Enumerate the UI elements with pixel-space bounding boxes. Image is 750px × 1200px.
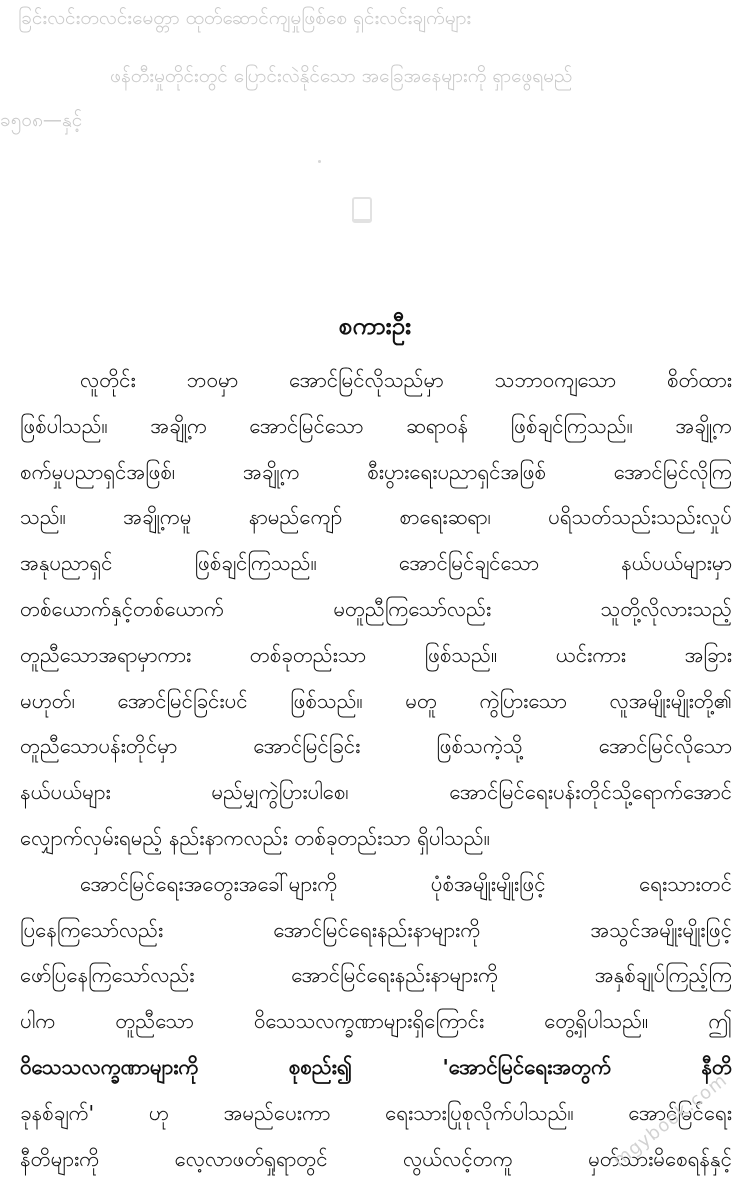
text-line: ပြနေကြသော်လည်း အောင်မြင်ရေးနည်းနာများကို အသွင်အမျိုးမျိုးဖြင့်: [20, 917, 732, 942]
bleed-through-text-1: ခြင်းလင်းတလင်းမေတ္တာ ထုတ်ဆောင်ကျမှုဖြစ်စေ ရှင်းလင်းချက်များ: [18, 7, 472, 29]
paragraph-1: [20, 358, 732, 862]
text-line: ပါက တူညီသော ဝိသေသလက္ခဏာများရှိကြောင်း တွေ့ရှိပါသည်။ ဤ: [20, 1009, 732, 1034]
text-line: နီတိများကို လေ့လာဖတ်ရှုရာတွင် လွယ်လင့်တကူ မှတ်သားမိစေရန်နှင့်: [20, 1146, 732, 1171]
bleed-through-mark: [352, 197, 372, 223]
text-line: တစ်ယောက်နှင့်တစ်ယောက် မတူညီကြသော်လည်း သူတို့လိုလားသည့်: [20, 596, 732, 621]
text-line: တူညီသောအရာမှာကား တစ်ခုတည်းသာ ဖြစ်သည်။ ယင်းကား အခြား: [20, 642, 732, 667]
bleed-through-text-2: ဖန်တီးမှုတိုင်းတွင် ပြောင်းလဲနိုင်သော အခြေအနေများကို ရှာဖွေရမည်: [110, 65, 573, 87]
text-line: ဖြစ်ပါသည်။ အချို့က အောင်မြင်သော ဆရာဝန် ဖြစ်ချင်ကြသည်။ အချို့က: [20, 413, 732, 438]
text-line: တူညီသောပန်းတိုင်မှာ အောင်မြင်ခြင်း ဖြစ်သကဲ့သို့ အောင်မြင်လိုသော: [20, 734, 732, 759]
text-line: သည်။ အချို့ကမူ နာမည်ကျော် စာရေးဆရာ၊ ပရိသတ်သည်းသည်းလှုပ်: [20, 505, 732, 530]
watermark: mgybook.com: [609, 1069, 732, 1172]
body-text: [20, 358, 732, 1182]
text-line: ဖော်ပြနေကြသော်လည်း အောင်မြင်ရေးနည်းနာများကို အနှစ်ချုပ်ကြည့်ကြ: [20, 963, 732, 988]
text-line: မဟုတ်၊ အောင်မြင်ခြင်းပင် ဖြစ်သည်။ မတူ ကွဲပြားသော လူအမျိုးမျိုးတို့၏: [20, 688, 732, 713]
bleed-through-text-3: ခ၅၀၈—နှင့်: [0, 109, 83, 131]
speck: [318, 160, 321, 163]
text-line: လျှောက်လှမ်းရမည့် နည်းနာကလည်း တစ်ခုတည်းသာ ရှိပါသည်။: [20, 825, 490, 850]
text-line: စက်မှုပညာရှင်အဖြစ်၊ အချို့က စီးပွားရေးပညာရှင်အဖြစ် အောင်မြင်လိုကြ: [20, 459, 732, 484]
text-line: ဝိသေသလက္ခဏာများကို စုစည်း၍ 'အောင်မြင်ရေးအတွက် နီတိ: [20, 1054, 732, 1079]
text-line: အနုပညာရှင် ဖြစ်ချင်ကြသည်။ အောင်မြင်ချင်သော နယ်ပယ်များမှာ: [20, 551, 732, 576]
text-line: နယ်ပယ်များ မည်မျှကွဲပြားပါစေ၊ အောင်မြင်ရေးပန်းတိုင်သို့ရောက်အောင်: [20, 780, 732, 805]
paragraph-2: [20, 862, 732, 1183]
text-line: လူတိုင်း ဘဝမှာ အောင်မြင်လိုသည်မှာ သဘာဝကျသော စိတ်ထား: [80, 368, 732, 392]
text-line: ခုနစ်ချက်' ဟု အမည်ပေးကာ ရေးသားပြုစုလိုက်ပါသည်။ အောင်မြင်ရေး: [20, 1100, 732, 1125]
page-title: စကားဦး: [338, 312, 412, 340]
text-line: အောင်မြင်ရေးအတွေးအခေါ်များကို ပုံစံအမျိုးမျိုးဖြင့် ရေးသားတင်: [80, 871, 732, 896]
